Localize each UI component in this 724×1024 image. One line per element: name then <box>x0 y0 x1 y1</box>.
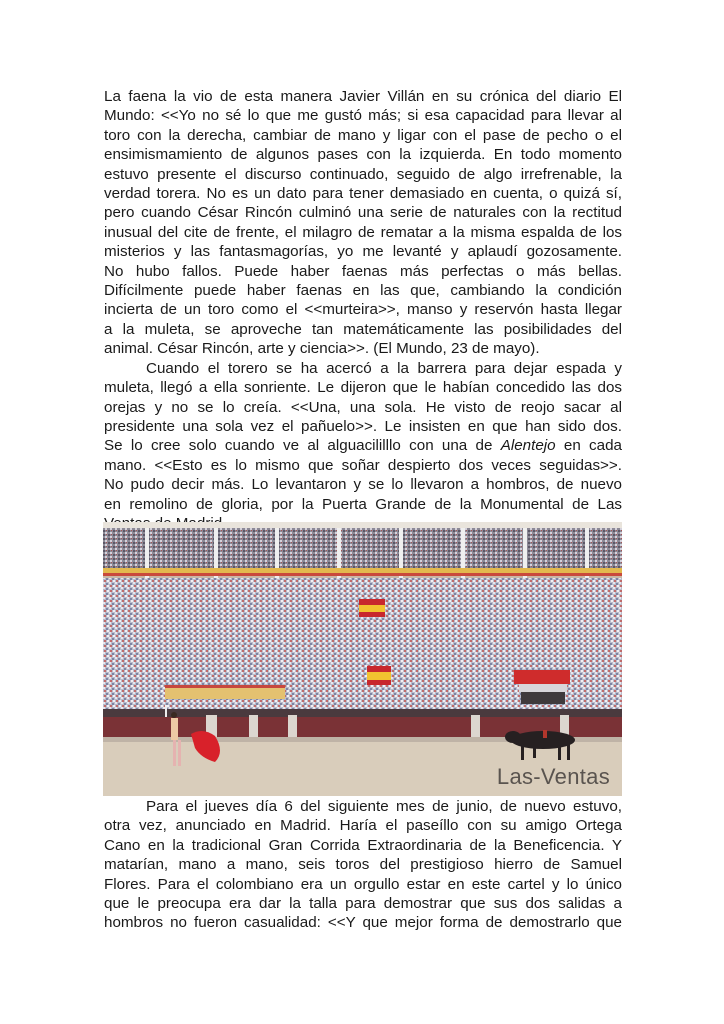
document-body <box>104 87 622 533</box>
text-line: animal. César Rincón, arte y ciencia>>. (El Mundo, 23 de mayo). <box>104 340 540 358</box>
text-line: incierta de un toro como el <<murteira>>, manso y reservón hasta llegar <box>104 301 622 319</box>
text-line: mano. <<Esto es lo mismo que soñar despierto dos veces seguidas>>. <box>104 456 622 474</box>
barrier-top <box>103 709 622 717</box>
bullring-illustration <box>103 522 622 796</box>
text-line: Cano en la tradicional Gran Corrida Extraordinaria de la Beneficencia. Y <box>104 836 622 854</box>
text-line: otra vez, anunciado en Madrid. Haría el paseíllo con su amigo Ortega <box>104 817 622 835</box>
italic-term-alentejo: Alentejo <box>500 437 556 455</box>
text-line: misterios y las fantasmagorías, yo me levanté y aplaudí gozosamente. <box>104 243 622 261</box>
text-line: inusual del cite de frente, el milagro de rematar a la misma espalda de los <box>104 223 622 241</box>
bullring-photo <box>103 522 622 796</box>
text-segment: en cada <box>555 437 622 455</box>
text-line: Cuando el torero se ha acercó a la barrera para dejar espada y <box>146 359 622 377</box>
text-line: toro con la derecha, cambiar de mano y ligar con el pase de pecho o el <box>104 126 622 144</box>
paragraph-villan-quote <box>104 87 622 359</box>
text-line-italic-mix <box>104 436 622 455</box>
text-line: La faena la vio de esta manera Javier Villán en su crónica del diario El <box>104 88 622 105</box>
text-segment: Se lo cree solo cuando ve al alguacililllo con una de <box>104 437 501 455</box>
watermark-las-ventas: Las-Ventas <box>496 764 610 789</box>
text-line: matarían, mano a mano, seis toros del prestigioso hierro de Samuel <box>104 856 622 874</box>
gallery-banner <box>103 568 622 573</box>
text-line: Para el jueves día 6 del siguiente mes de junio, de nuevo estuvo, <box>146 798 622 815</box>
text-line: que le preocupa era dar la talla para demostrar que sus dos salidas a <box>104 895 622 913</box>
text-line: en remolino de gloria, por la Puerta Grande de la Monumental de Las <box>104 495 622 513</box>
text-line: Difícilmente puede haber faenas en las que, cambiando la condición <box>104 282 622 300</box>
text-line: hombros no fueron casualidad: <<Y que mejor forma de demostrarlo que <box>104 914 622 932</box>
paragraph-barrera <box>104 359 622 534</box>
text-line: Mundo: <<Yo no sé lo que me gustó más; si esa capacidad para llevar al <box>104 107 622 125</box>
text-line: presidente una sola vez el pañuelo>>. Le insisten en que han sido dos. <box>104 417 622 435</box>
spanish-flag-icon <box>367 666 391 685</box>
text-line: Flores. Para el colombiano era un orgullo estar en este cartel y lo único <box>104 875 622 893</box>
spanish-flag-icon <box>359 599 385 617</box>
upper-crowd <box>103 528 622 568</box>
text-line: orejas y no se lo creía. <<Una, una sola. He visto de reojo sacar al <box>104 398 622 416</box>
text-line: No hubo fallos. Puede haber faenas más perfectas o más bellas. <box>104 262 622 280</box>
text-line: a la muleta, se aproveche tan matemáticamente las posibilidades del <box>104 320 622 338</box>
text-line: muleta, llegó a ella sonriente. Le dijeron que le habían concedido las dos <box>104 379 622 397</box>
paragraph-beneficencia <box>104 797 622 933</box>
text-line: No pudo decir más. Lo levantaron y se lo llevaron a hombros, de nuevo <box>104 476 622 494</box>
text-line: pero cuando César Rincón culminó una serie de naturales con la rectitud <box>104 204 622 222</box>
text-line: verdad torera. No es un dato para tener demasiado en cuenta, o quizá sí, <box>104 185 622 203</box>
presidential-box <box>514 670 570 704</box>
text-line: estuvo presente el discurso continuado, seguido de algo irrefrenable, la <box>104 165 622 183</box>
text-line: ensimismamiento de algunos pases con la izquierda. En todo momento <box>104 146 622 164</box>
